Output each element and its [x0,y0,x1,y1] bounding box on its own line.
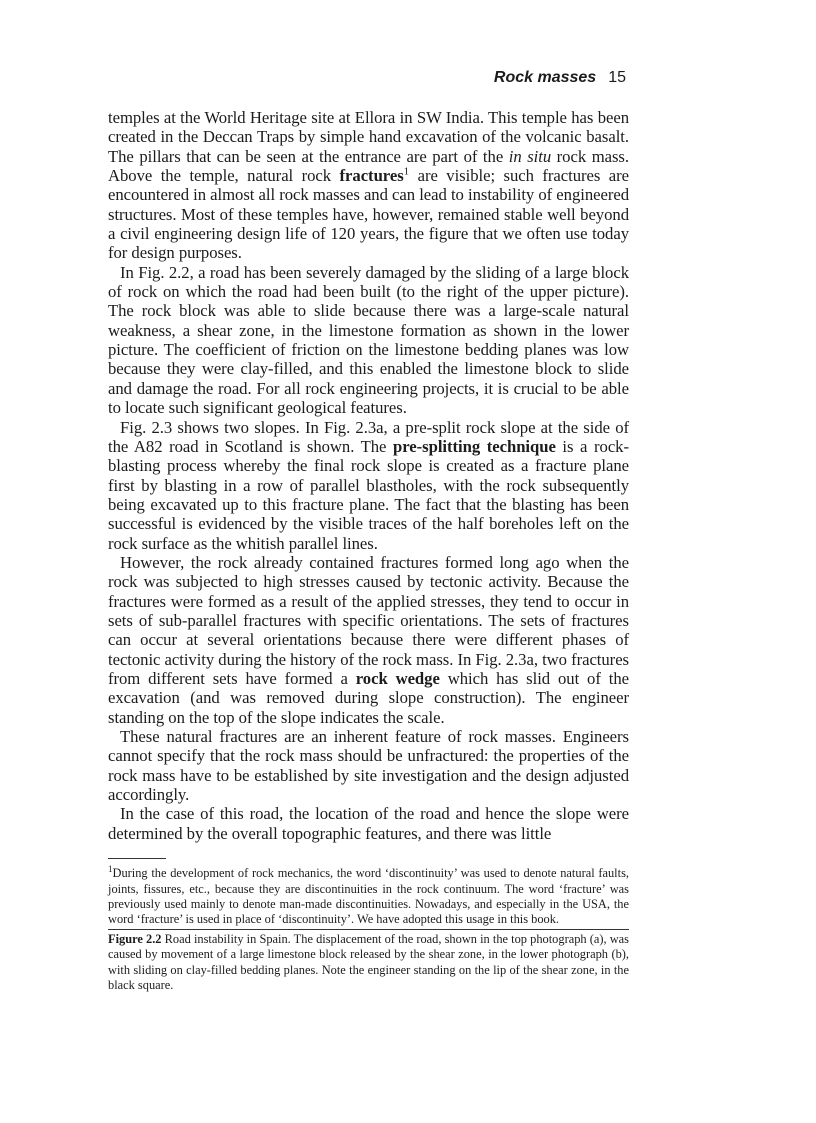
italic-term: in situ [508,146,552,166]
bold-term-pre-splitting: pre-splitting technique [393,436,556,456]
paragraph-5: These natural fractures are an inherent feature of rock masses. Engineers cannot specify that the rock mass should be unfractured: the properties of the rock mass have to be established by site investigation and the design adjusted accordingly. [108,727,629,805]
footnote [108,862,629,928]
paragraph-3: Fig. 2.3 shows two slopes. In Fig. 2.3a, a pre-split rock slope at the side of the A82 road in Scotland is shown. The pre-splitting technique is a rock-blasting process whereby the final rock slope is created as a fracture plane first by blasting in a row of parallel blastholes, with the rock subsequently being excavated up to this fracture plane. The fact that the blasting has been successful is evidenced by the visible traces of the half boreholes left on the rock surface as the whitish parallel lines. [108,417,629,553]
page-number: 15 [608,69,626,86]
footnote-divider [108,858,166,859]
bold-term-fractures: fractures [339,166,404,186]
page-header [108,67,626,89]
bold-term-rock-wedge: rock wedge [355,668,440,688]
body-text [108,108,629,843]
figure-label: Figure 2.2 [108,932,162,946]
paragraph-2: In Fig. 2.2, a road has been severely damaged by the sliding of a large block of rock on which the road had been built (to the right of the upper picture). The rock block was able to slide because there was a large-scale natural weakness, a shear zone, in the limestone formation as shown in the lower picture. The coefficient of friction on the limestone bedding planes was low because they were clay-filled, and this enabled the limestone block to slide and damage the road. For all rock engineering projects, it is crucial to be able to locate such significant geological features. [108,262,629,418]
paragraph-4: However, the rock already contained fractures formed long ago when the rock was subjected to high stresses caused by tectonic activity. Because the fractures were formed as a result of the applied stresses, they tend to occur in sets of sub-parallel fractures with specific orientations. The sets of fractures can occur at several orientations because there were different phases of tectonic activity during the history of the rock mass. In Fig. 2.3a, two fractures from different sets have formed a rock wedge which has slid out of the excavation (and was removed during slope construction). The engineer standing on the top of the slope indicates the scale. [108,552,629,727]
paragraph-1: temples at the World Heritage site at Ellora in SW India. This temple has been created in the Deccan Traps by simple hand excavation of the volcanic basalt. The pillars that can be seen at the entrance are part of the in situ rock mass. Above the temple, natural rock fractures$^1$ are visible; such fractures are encountered in almost all rock masses and can lead to instability of engineered structures. Most of these temples have, however, remained stable well beyond a civil engineering design life of 120 years, the figure that we often use today for design purposes. [108,108,629,263]
running-title: Rock masses [493,69,597,86]
footnote-reference: 1 [403,165,410,178]
figure-caption [108,932,629,994]
footnote-text: During the development of rock mechanics, the word ‘discontinuity’ was used to denote natural faults, joints, fissures, etc., because they are discontinuities in the rock continuum. The word ‘fracture’ was previously used mainly to denote man-made discontinuities. Nowadays, and especially in the USA, the word ‘fracture’ is used in place of ‘discontinuity’. We have adopted this usage in this book. [108,866,629,927]
footnote-marker: 1 [108,864,113,874]
paragraph-6: In the case of this road, the location of the road and hence the slope were determined by the overall topographic features, and there was little [108,804,629,843]
caption-divider [108,929,629,930]
caption-text: Road instability in Spain. The displacement of the road, shown in the top photograph (a), was caused by movement of a large limestone block released by the shear zone, in the lower photograph (b), with sliding on clay-filled bedding planes. Note the engineer standing on the lip of the shear zone, in the black square. [108,932,629,993]
